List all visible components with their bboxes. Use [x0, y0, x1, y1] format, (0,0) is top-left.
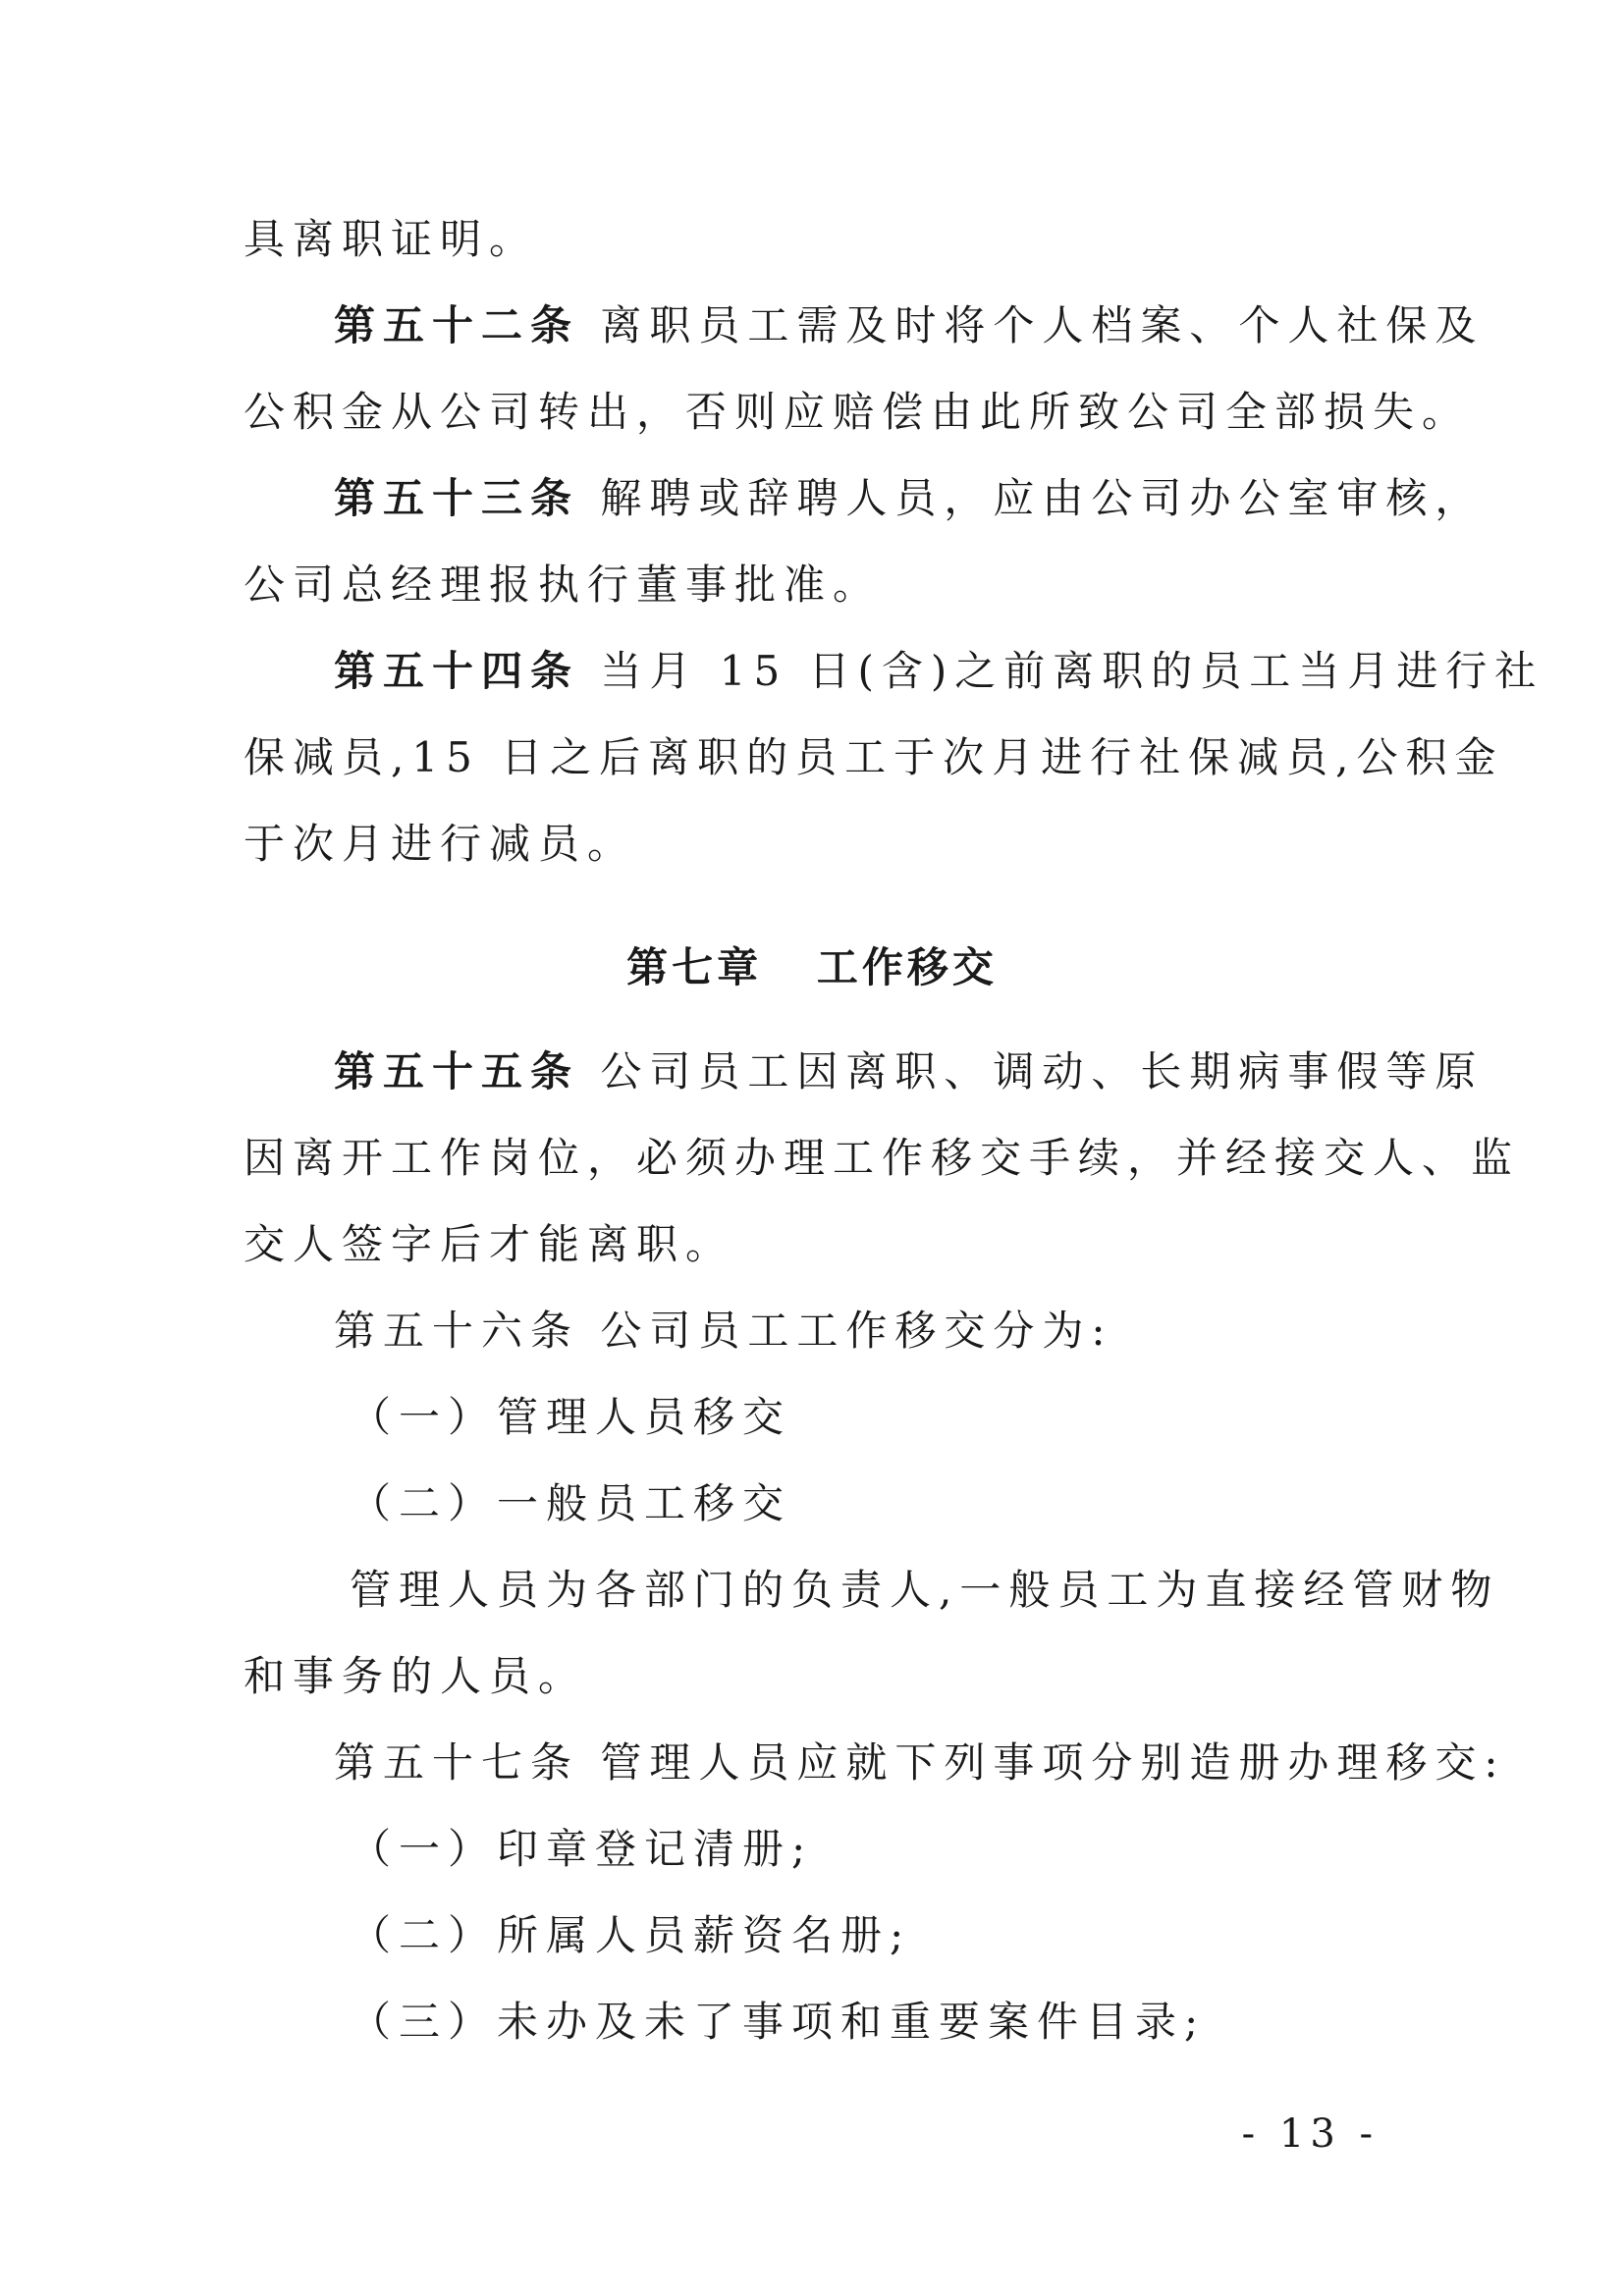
- line-text: （二）所属人员薪资名册;: [350, 1911, 912, 1959]
- paragraph-line: [244, 210, 538, 269]
- list-item: [350, 1906, 911, 1965]
- line-text: 第五十六条 公司员工工作移交分为:: [334, 1307, 1113, 1355]
- line-text: 和事务的人员。: [244, 1652, 588, 1700]
- article-number: 第五十五条: [334, 1047, 580, 1095]
- line-text: 因离开工作岗位，必须办理工作移交手续，并经接交人、监: [244, 1134, 1521, 1182]
- line-text: 保减员,15 日之后离职的员工于次月进行社保减员,公积金: [244, 733, 1504, 781]
- line-text: 解聘或辞聘人员，应由公司办公室审核，: [579, 474, 1485, 522]
- article-number: 第五十二条: [334, 301, 580, 349]
- article-54-line-1: [334, 642, 1543, 701]
- list-item: [350, 1993, 1206, 2052]
- line-text: 第五十七条 管理人员应就下列事项分别造册办理移交:: [334, 1738, 1506, 1787]
- line-text: （一）印章登记清册;: [350, 1825, 814, 1873]
- line-text: （二）一般员工移交: [350, 1479, 792, 1527]
- line-text: 具离职证明。: [244, 215, 539, 263]
- article-56-line: [334, 1302, 1113, 1361]
- line-text: 离职员工需及时将个人档案、个人社保及: [579, 301, 1485, 349]
- line-text: （一）管理人员移交: [350, 1393, 792, 1441]
- list-item: [350, 1820, 813, 1879]
- line-text: 当月 15 日(含)之前离职的员工当月进行社: [579, 647, 1544, 695]
- page-number: - 13 -: [1241, 2111, 1379, 2157]
- line-text: 管理人员为各部门的负责人,一般员工为直接经管财物: [350, 1566, 1500, 1614]
- paragraph-line: [350, 1561, 1499, 1620]
- article-54-line-2: [244, 728, 1504, 787]
- article-55-line-1: [334, 1042, 1484, 1101]
- article-53-line-1: [334, 469, 1484, 528]
- article-52-line-2: [244, 383, 1471, 442]
- article-54-line-3: [244, 815, 636, 874]
- line-text: 公司总经理报执行董事批准。: [244, 561, 883, 609]
- chapter-heading: 第七章 工作移交: [626, 943, 998, 991]
- article-53-line-2: [244, 556, 882, 614]
- list-item: [350, 1474, 791, 1533]
- line-text: 公积金从公司转出，否则应赔偿由此所致公司全部损失。: [244, 388, 1472, 436]
- article-57-line: [334, 1734, 1506, 1792]
- line-text: 公司员工因离职、调动、长期病事假等原: [579, 1047, 1485, 1095]
- list-item: [350, 1388, 791, 1447]
- line-text: （三）未办及未了事项和重要案件目录;: [350, 1998, 1207, 2046]
- article-52-line-1: [334, 296, 1484, 355]
- line-text: 于次月进行减员。: [244, 820, 637, 868]
- paragraph-line: [244, 1647, 587, 1706]
- article-55-line-3: [244, 1215, 734, 1274]
- article-number: 第五十三条: [334, 474, 580, 522]
- line-text: 交人签字后才能离职。: [244, 1220, 735, 1268]
- article-55-line-2: [244, 1129, 1520, 1188]
- article-number: 第五十四条: [334, 647, 580, 695]
